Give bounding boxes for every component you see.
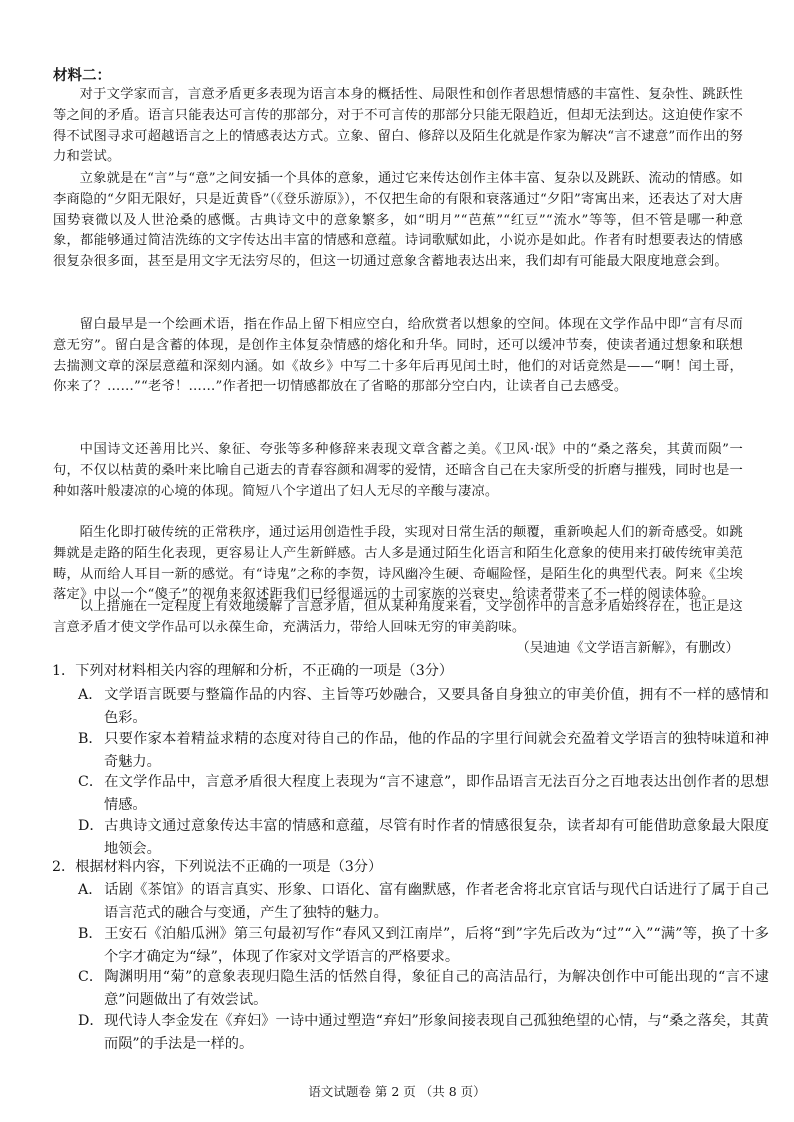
option-label: C． xyxy=(78,774,104,790)
paragraph-intro: 对于文学家而言，言意矛盾更多表现为语言本身的概括性、局限性和创作者思想情感的丰富性、复杂性、跳跃性等之间的矛盾。语言只能表达可言传的那部分，对于不可言传的那部分只能无限趋近，但却无法到达。这迫使作家不得不试图寻求可超越语言之上的情感表达方式。立象、留白、修辞以及陌生化就是作家为解决“言不逮意”而作出的努力和尝试。 xyxy=(53,87,743,165)
option-text: 古典诗文通过意象传达丰富的情感和意蕴，尽管有时作者的情感很复杂，读者却有可能借助意象最大限度地领会。 xyxy=(104,818,769,857)
question-2-option-c[interactable] xyxy=(78,966,769,1011)
option-label: D． xyxy=(78,818,104,834)
question-1-stem: 1．下列对材料相关内容的理解和分析，不正确的一项是（3分） xyxy=(52,663,454,679)
paragraph-defamiliarization: 陌生化即打破传统的正常秩序，通过运用创造性手段，实现对日常生活的颠覆，重新唤起人们的新奇感受。如跳舞就是走路的陌生化表现，更容易让人产生新鲜感。古人多是通过陌生化语言和陌生化意象的使用来打破传统审美范畴，从而给人耳目一新的感觉。有“诗鬼”之称的李贺，诗风幽冷生硬、奇崛险怪，是陌生化的典型代表。阿来《尘埃落定》中以一个“傻子”的视角来叙述距我们已经很遥远的土司家族的兴衰史，给读者带来了不一样的阅读体验。 xyxy=(53,525,743,603)
question-2-stem: 2．根据材料内容，下列说法不正确的一项是（3分） xyxy=(52,859,383,875)
option-text: 文学语言既要与整篇作品的内容、主旨等巧妙融合，又要具备自身独立的审美价值，拥有不一样的感情和色彩。 xyxy=(104,687,769,726)
question-1-option-d[interactable] xyxy=(78,815,769,860)
question-1-option-c[interactable] xyxy=(78,771,769,816)
question-2-option-b[interactable] xyxy=(78,923,769,968)
paragraph-rhetoric: 中国诗文还善用比兴、象征、夸张等多种修辞来表现文章含蓄之美。《卫风·氓》中的“桑之落矣，其黄而陨”一句，不仅以枯黄的桑叶来比喻自己逝去的青春容颜和凋零的爱情，还暗含自己在夫家所受的折磨与摧残，同时也是一种如落叶般凄凉的心境的体现。简短八个字道出了妇人无尽的辛酸与凄凉。 xyxy=(53,442,743,499)
question-2-option-a[interactable] xyxy=(78,879,769,924)
question-1-option-b[interactable] xyxy=(78,728,769,773)
option-label: C． xyxy=(78,969,104,985)
paragraph-imagery: 立象就是在“言”与“意”之间安插一个具体的意象，通过它来传达创作主体丰富、复杂以及跳跃、流动的情感。如李商隐的“夕阳无限好，只是近黄昏”（《登乐游原》），不仅把生命的有限和衰落通过“夕阳”寄寓出来，还表达了对大唐国势衰微以及人世沧桑的感慨。古典诗文中的意象繁多，如“明月”“芭蕉”“红豆”“流水”等等，但不管是哪一种意象，都能够通过简洁洗练的文字传达出丰富的情感和意蕴。诗词歌赋如此，小说亦是如此。作者有时想要表达的情感很复杂很多面，甚至是用文字无法穷尽的，但这一切通过意象含蓄地表达出来，我们却有可能最大限度地意会到。 xyxy=(53,171,743,270)
option-text: 话剧《茶馆》的语言真实、形象、口语化、富有幽默感，作者老舍将北京官话与现代白话进行了属于自己语言范式的融合与变通，产生了独特的魅力。 xyxy=(104,882,769,921)
question-2-option-d[interactable] xyxy=(78,1010,769,1055)
option-text: 在文学作品中，言意矛盾很大程度上表现为“言不逮意”，即作品语言无法百分之百地表达出创作者的思想情感。 xyxy=(104,774,769,813)
option-label: B． xyxy=(78,731,103,747)
paragraph-conclusion: 以上措施在一定程度上有效地缓解了言意矛盾，但从某种角度来看，文学创作中的言意矛盾始终存在，也正是这言意矛盾才使文学作品可以永葆生命，充满活力，带给人回味无穷的审美韵味。 xyxy=(53,599,743,635)
paragraph-blank-space: 留白最早是一个绘画术语，指在作品上留下相应空白，给欣赏者以想象的空间。体现在文学作品中即“言有尽而意无穷”。留白是含蓄的体现，是创作主体复杂情感的熔化和升华。同时，还可以缓冲节奏，使读者通过想象和联想去揣测文章的深层意蕴和深刻内涵。如《故乡》中写二十多年后再见闰土时，他们的对话竟然是——“啊！闰土哥，你来了？……”“老爷！……”作者把一切情感都放在了省略的那部分空白内，让读者自己去感受。 xyxy=(53,317,743,395)
option-text: 只要作家本着精益求精的态度对待自己的作品，他的作品的字里行间就会充盈着文学语言的独特味道和神奇魅力。 xyxy=(104,731,769,770)
option-label: A． xyxy=(78,882,103,898)
option-label: B． xyxy=(78,926,103,942)
option-label: A． xyxy=(78,687,103,703)
material-heading: 材料二： xyxy=(53,68,111,84)
option-text: 王安石《泊船瓜洲》第三句最初写作“春风又到江南岸”，后将“到”字先后改为“过”“入”“满”等，换了十多个字才确定为“绿”，体现了作家对文学语言的严格要求。 xyxy=(104,926,769,965)
option-text: 陶渊明用“菊”的意象表现归隐生活的恬然自得，象征自己的高洁品行，为解决创作中可能出现的“言不逮意”问题做出了有效尝试。 xyxy=(104,969,769,1008)
source-citation: （吴迪迪《文学语言新解》，有删改） xyxy=(516,640,739,656)
question-1-option-a[interactable] xyxy=(78,684,769,729)
option-label: D． xyxy=(78,1013,104,1029)
page-footer: 语文试题卷 第 2 页 （共 8 页） xyxy=(308,1084,486,1099)
option-text: 现代诗人李金发在《弃妇》一诗中通过塑造“弃妇”形象间接表现自己孤独绝望的心情，与“桑之落矣，其黄而陨”的手法是一样的。 xyxy=(104,1013,769,1052)
